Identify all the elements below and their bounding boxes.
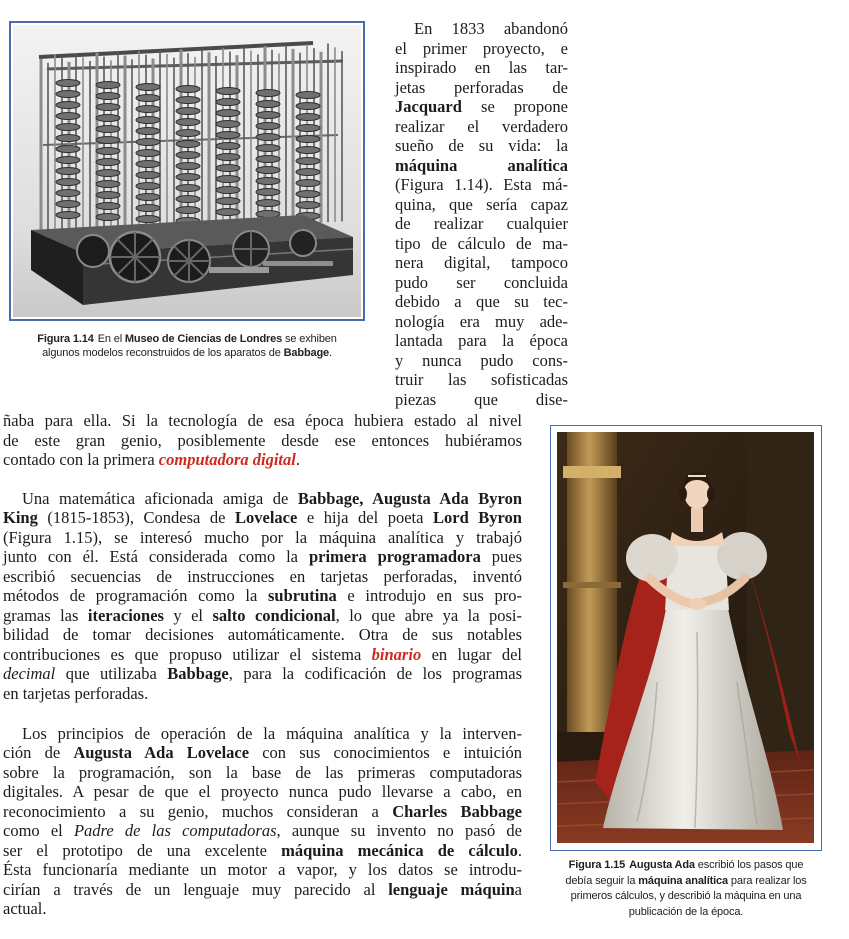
engine-gear-disc: [96, 170, 120, 177]
engine-gear-disc: [96, 214, 120, 221]
engine-gear-disc: [176, 97, 200, 104]
engine-gear-disc: [136, 106, 160, 113]
text-run: contribuciones es que propuso utilizar el sistema: [3, 644, 372, 664]
engine-gear-disc: [176, 119, 200, 126]
text-run: (Figura 1.15), se interesó mucho por la máquina analítica y trabajó: [3, 527, 522, 547]
engine-gear-disc: [136, 150, 160, 157]
engine-gear-disc: [216, 198, 240, 205]
text-run: pudo ser concluida: [395, 272, 568, 292]
engine-gear-disc: [56, 146, 80, 153]
text-line: [3, 567, 522, 587]
bold-term: máquina mecánica de cálculo: [281, 840, 518, 860]
text-run: métodos de programación como la: [3, 586, 268, 605]
engine-gear-disc: [216, 110, 240, 117]
text-run: escribió secuencias de instrucciones en tarjetas perforadas, inventó: [3, 566, 522, 586]
text-run: truir las sofisticadas: [395, 370, 568, 389]
text-run: primeros cálculos, y describió la máquina en una: [570, 890, 802, 902]
highlighted-term: computadora digital: [158, 450, 296, 469]
caption-line: [550, 905, 822, 921]
text-line: [395, 58, 568, 78]
text-run: jetas perforadas de: [395, 77, 568, 97]
bold-term: Charles Babbage: [392, 801, 522, 821]
engine-gear-disc: [296, 92, 320, 99]
engine-gear-disc: [56, 135, 80, 142]
engine-gear-disc: [216, 187, 240, 194]
engine-gear-disc: [136, 216, 160, 223]
bold-term: Museo de Ciencias de Londres: [124, 333, 283, 345]
text-line: [3, 450, 522, 470]
text-run: Ésta funcionaría mediante un motor a vapor, y los datos se introdu-: [3, 860, 522, 879]
engine-gear-disc: [256, 145, 280, 152]
engine-gear-disc: [136, 117, 160, 124]
engine-gear-disc: [136, 172, 160, 179]
engine-gear-disc: [56, 212, 80, 219]
text-run: escribió los pasos que: [694, 859, 804, 871]
bold-term: Lovelace: [235, 508, 298, 527]
text-run: cirían a través de un lenguaje muy parecido al: [3, 879, 389, 899]
engine-gear-disc: [296, 158, 320, 165]
text-run: nera digital, tampoco: [395, 253, 568, 272]
engine-gear-disc: [56, 124, 80, 131]
text-run: bilidad de tomar decisiones automáticamente. Otra de sus notables: [3, 625, 522, 644]
text-line: [395, 156, 568, 176]
text-run: a: [514, 879, 522, 899]
engine-gear-disc: [256, 101, 280, 108]
text-run: e hija del poeta: [297, 508, 433, 527]
text-line: [395, 234, 568, 254]
bold-term: máquina analítica: [395, 155, 568, 175]
text-run: para realizar los: [727, 874, 807, 887]
engine-gear-disc: [256, 211, 280, 218]
text-run: el primer proyecto, e: [395, 38, 568, 58]
text-line: [395, 331, 568, 351]
text-run: lantada para la época: [395, 331, 568, 350]
bold-term: salto condicional: [212, 605, 336, 625]
text-line: [3, 763, 522, 783]
text-run: piezas que dise-: [395, 389, 568, 409]
caption-line: [550, 889, 822, 905]
text-line: [395, 312, 568, 332]
text-run: , para la codificación de los programas: [228, 664, 523, 683]
text-line: [395, 253, 568, 273]
text-run: gramas las: [3, 605, 88, 625]
figure-label: Figura 1.15: [568, 859, 626, 871]
text-run: .: [329, 347, 332, 359]
paragraph-principles: [3, 724, 522, 919]
figure-1-14-caption: [9, 332, 365, 360]
engine-gear-disc: [96, 181, 120, 188]
text-line: [3, 528, 522, 548]
text-line: [3, 586, 522, 606]
engine-gear-disc: [96, 148, 120, 155]
engine-gear-disc: [296, 114, 320, 121]
augusta-ada-portrait: [557, 432, 814, 843]
text-run: y nunca pudo cons-: [395, 350, 568, 370]
text-line: [3, 841, 522, 861]
engine-gear-disc: [96, 82, 120, 89]
caption-line: [550, 874, 822, 890]
engine-gear-disc: [256, 178, 280, 185]
engine-gear-disc: [296, 136, 320, 143]
text-run: como el: [3, 821, 74, 840]
highlighted-term: binario: [371, 644, 422, 664]
analytical-engine-photo: [13, 25, 361, 317]
engine-gear-disc: [216, 121, 240, 128]
caption-line: [9, 332, 365, 346]
text-run: en tarjetas perforadas.: [3, 683, 149, 703]
engine-gear-disc: [256, 123, 280, 130]
engine-gear-disc: [56, 168, 80, 175]
text-run: de realizar cualquier: [395, 214, 568, 233]
engine-gear-disc: [56, 190, 80, 197]
text-line: [395, 214, 568, 234]
text-line: [3, 411, 522, 431]
bold-term: primera programadora: [308, 547, 481, 566]
text-line: [3, 724, 522, 744]
text-line: [3, 664, 522, 684]
text-run: ñaba para ella. Si la tecnología de esa época hubiera estado al nivel: [3, 411, 522, 430]
text-run: ser el prototipo de una excelente: [3, 840, 282, 860]
text-line: [395, 370, 568, 390]
paragraph-ada-lovelace: [3, 489, 522, 704]
engine-gear-disc: [216, 165, 240, 172]
text-run: nología era muy ade-: [395, 311, 568, 331]
text-run: junto con él. Está considerada como la: [3, 547, 309, 566]
text-line: [395, 292, 568, 312]
engine-gear-disc: [176, 174, 200, 181]
engine-gear-disc: [296, 147, 320, 154]
bold-term: lenguaje máquin: [388, 879, 515, 899]
engine-gear-disc: [136, 139, 160, 146]
engine-gear-disc: [56, 102, 80, 109]
bold-term: iteraciones: [87, 605, 164, 625]
text-line: [395, 273, 568, 293]
caption-line: [550, 858, 822, 874]
text-run: de este gran genio, posiblemente desde ese entonces hubiéramos: [3, 430, 522, 450]
text-run: (Figura 1.14). Esta má-: [395, 175, 568, 194]
bold-term: subrutina: [267, 586, 337, 605]
engine-gear-disc: [176, 141, 200, 148]
text-run: (1815-1853), Condesa de: [37, 508, 236, 527]
text-run: quina, que sería capaz: [395, 194, 568, 214]
engine-gear-disc: [136, 84, 160, 91]
text-run: , lo que abre ya la posi-: [335, 605, 522, 625]
text-run: , aunque su invento no pasó de: [276, 821, 522, 840]
text-run: se exhiben: [282, 333, 337, 345]
text-line: [3, 743, 522, 763]
engine-gear-disc: [56, 91, 80, 98]
engine-gear-disc: [296, 103, 320, 110]
engine-gear-disc: [216, 88, 240, 95]
text-run: Una matemática aficionada amiga de: [22, 488, 298, 508]
intro-paragraph-column: [395, 19, 568, 409]
bold-term: Babbage: [283, 347, 330, 359]
figure-1-15: [550, 425, 822, 851]
text-line: [3, 899, 522, 919]
text-run: debido a que su tec-: [395, 292, 568, 311]
text-line: [395, 351, 568, 371]
text-run: debía seguir la: [565, 874, 639, 887]
engine-gear-disc: [256, 156, 280, 163]
engine-gear-disc: [176, 207, 200, 214]
engine-gear-disc: [136, 95, 160, 102]
engine-gear-disc: [136, 128, 160, 135]
text-run: .: [517, 840, 522, 860]
engine-gear-disc: [176, 108, 200, 115]
engine-gear-disc: [56, 157, 80, 164]
engine-gear-disc: [96, 104, 120, 111]
text-run: tipo de cálculo de ma-: [395, 233, 568, 253]
bold-term: Augusta Ada Lovelace: [73, 743, 250, 762]
text-run: realizar el verdadero: [395, 116, 568, 136]
italic-term: decimal: [3, 664, 56, 683]
figure-label: Figura 1.14: [37, 333, 94, 345]
intro-paragraph-continuation: [3, 411, 522, 470]
engine-gear-disc: [296, 125, 320, 132]
engine-gear-disc: [216, 176, 240, 183]
text-line: [395, 78, 568, 98]
bold-term: Jacquard: [395, 97, 462, 116]
text-line: [3, 606, 522, 626]
text-line: [3, 821, 522, 841]
text-run: reconocimiento a su genio, muchos consideran a: [3, 801, 393, 821]
text-run: inspirado en las tar-: [395, 58, 568, 77]
engine-gear-disc: [256, 200, 280, 207]
text-line: [395, 195, 568, 215]
engine-gear-disc: [256, 112, 280, 119]
engine-gear-disc: [136, 205, 160, 212]
text-line: [395, 390, 568, 410]
engine-gear-disc: [136, 194, 160, 201]
engine-gear-disc: [216, 99, 240, 106]
text-run: publicación de la época.: [628, 905, 744, 918]
italic-term: Padre de las computadoras: [73, 821, 277, 840]
engine-gear-disc: [256, 90, 280, 97]
engine-gear-disc: [296, 202, 320, 209]
engine-gear-disc: [256, 189, 280, 196]
text-run: se propone: [461, 97, 568, 116]
text-line: [3, 508, 522, 528]
engine-gear-disc: [216, 143, 240, 150]
text-line: [395, 39, 568, 59]
engine-gear-disc: [216, 154, 240, 161]
text-line: [3, 547, 522, 567]
engine-gear-disc: [256, 134, 280, 141]
text-line: [3, 645, 522, 665]
text-line: [3, 782, 522, 802]
text-run: algunos modelos reconstruidos de los aparatos de: [42, 347, 284, 359]
text-line: [3, 684, 522, 704]
bold-term: Babbage: [167, 664, 229, 683]
text-run: Los principios de operación de la máquina analítica y la interven-: [22, 723, 522, 743]
text-line: [3, 880, 522, 900]
text-line: [3, 802, 522, 822]
engine-gear-disc: [256, 167, 280, 174]
text-run: En 1833 abandonó: [414, 19, 568, 38]
bold-term: Babbage, Augusta Ada Byron: [297, 488, 522, 508]
text-run: pues: [480, 547, 523, 566]
engine-gear-disc: [216, 209, 240, 216]
figure-1-15-caption: [550, 858, 822, 920]
text-line: [395, 175, 568, 195]
text-run: y el: [163, 605, 213, 625]
text-run: digitales. A pesar de que el proyecto nunca pudo llevarse a cabo, en: [3, 782, 522, 801]
text-run: que utilizaba: [55, 664, 168, 683]
engine-gear-disc: [96, 203, 120, 210]
engine-gear-disc: [136, 161, 160, 168]
engine-gear-disc: [96, 159, 120, 166]
engine-gear-disc: [96, 126, 120, 133]
text-line: [3, 489, 522, 509]
figure-1-14: [9, 21, 365, 321]
engine-gear-disc: [176, 86, 200, 93]
engine-gear-disc: [176, 196, 200, 203]
engine-gear-disc: [96, 192, 120, 199]
engine-gear-disc: [56, 201, 80, 208]
engine-gear-disc: [296, 169, 320, 176]
bold-term: King: [3, 508, 38, 527]
bold-term: Augusta Ada: [629, 859, 695, 871]
engine-gear-disc: [176, 152, 200, 159]
text-run: ción de: [3, 743, 74, 762]
text-line: [3, 431, 522, 451]
engine-gear-disc: [296, 180, 320, 187]
engine-gear-disc: [176, 130, 200, 137]
text-run: En el: [97, 333, 125, 345]
text-line: [3, 625, 522, 645]
engine-gear-disc: [56, 179, 80, 186]
engine-gear-disc: [96, 93, 120, 100]
engine-gear-disc: [96, 137, 120, 144]
engine-gear-disc: [56, 113, 80, 120]
engine-gear-disc: [136, 183, 160, 190]
engine-gear-disc: [176, 185, 200, 192]
text-run: en lugar del: [421, 644, 522, 664]
text-line: [395, 19, 568, 39]
text-run: .: [295, 450, 300, 469]
text-run: contado con la primera: [3, 450, 159, 469]
engine-gear-disc: [296, 191, 320, 198]
engine-gear-disc: [96, 115, 120, 122]
text-run: actual.: [3, 899, 47, 918]
engine-gear-disc: [56, 80, 80, 87]
caption-line: [9, 346, 365, 360]
text-run: con sus conocimientos e intuición: [249, 743, 522, 762]
text-line: [395, 97, 568, 117]
engine-gear-disc: [216, 132, 240, 139]
engine-gear-disc: [176, 163, 200, 170]
text-line: [395, 117, 568, 137]
text-run: sueño de su vida: la: [395, 136, 568, 155]
bold-term: Lord Byron: [432, 508, 522, 527]
text-run: sobre la programación, son la base de las primeras computadoras: [3, 762, 522, 782]
text-line: [395, 136, 568, 156]
bold-term: máquina analítica: [638, 874, 728, 887]
text-line: [3, 860, 522, 880]
text-run: e introdujo en sus pro-: [336, 586, 522, 605]
